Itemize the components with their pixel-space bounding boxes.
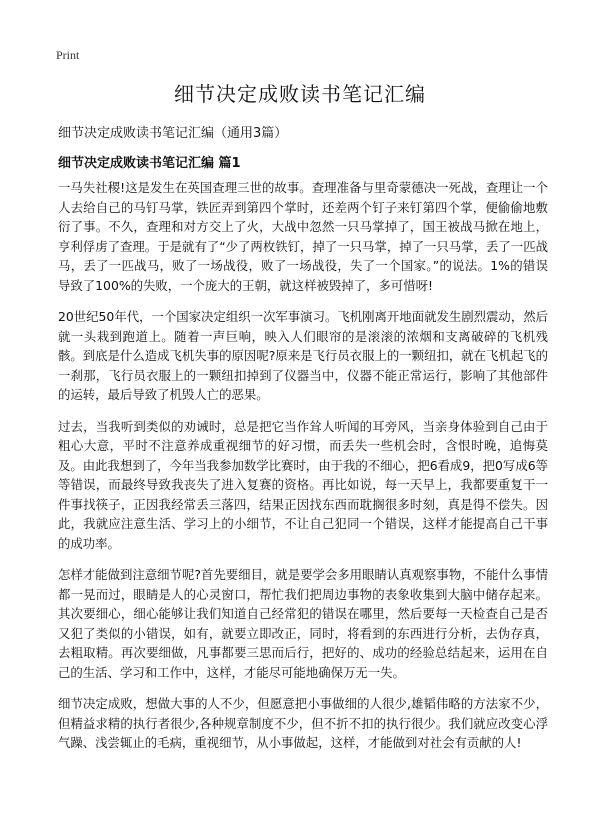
print-link[interactable]: Print — [56, 48, 80, 62]
section-heading: 细节决定成败读书笔记汇编 篇1 — [58, 156, 241, 171]
paragraph: 20世纪50年代，一个国家决定组织一次军事演习。飞机刚离开地面就发生剧烈震动，然后就一头栽到跑道上。随着一声巨响，映入人们眼帘的是滚滚的浓烟和支离破碎的飞机残骸。到底是什么造成飞机失事的原因呢?原来是飞行员衣服上的一颗纽扣，就在飞机起飞的一刹那，飞行员衣服上的一颗纽扣掉到了仪器当中，仪器不能正常运行，影响了其他部件的运转，最后导致了机毁人亡的恶果。 — [58, 309, 548, 402]
document-subtitle: 细节决定成败读书笔记汇编（通用3篇） — [58, 126, 288, 141]
paragraph: 过去，当我听到类似的劝诫时，总是把它当作耸人听闻的耳旁风，当亲身体验到自己由于粗心大意，平时不注意养成重视细节的好习惯，而丢失一些机会时，含恨时晚，追悔莫及。由此我想到了，今年当我参加数学比赛时，由于我的不细心，把6看成9，把0写成6等等错误，而最终导致我丧失了进入复赛的资格。再比如说，每一天早上，我都要重复干一件事找筷子，正因我经常丢三落四，结果正因找东西而耽搁很多时刻，真是得不偿失。因此，我就应注意生活、学习上的小细节，不让自己犯同一个错误，这样才能提高自己干事的成功率。 — [58, 418, 548, 551]
article-body — [58, 178, 548, 765]
page-title: 细节决定成败读书笔记汇编 — [174, 82, 426, 106]
paragraph: 怎样才能做到注意细节呢?首先要细目，就是要学会多用眼睛认真观察事物，不能什么事情都一晃而过，眼睛是人的心灵窗口，帮忙我们把周边事物的表象收集到大脑中储存起来。其次要细心，细心能够让我们知道自己经常犯的错误在哪里，然后要每一天检查自己是否又犯了类似的小错误，如有，就要立即改正，同时，将看到的东西进行分析，去伪存真，去粗取精。再次要细做，凡事都要三思而后行，把好的、成功的经验总结起来，运用在自己的生活、学习和工作中，这样，才能尽可能地确保万无一失。 — [58, 567, 548, 680]
paragraph: 细节决定成败，想做大事的人不少，但愿意把小事做细的人很少,雄韬伟略的方法家不少，但精益求精的执行者很少,各种规章制度不少，但不折不扣的执行很少。我们就应改变心浮气躁、浅尝辄止的毛病，重视细节，从小事做起，这样，才能做到对社会有贡献的人! — [58, 696, 548, 750]
paragraph: 一马失社稷!这是发生在英国查理三世的故事。查理准备与里奇蒙德决一死战，查理让一个人去给自己的马钉马掌，铁匠弄到第四个掌时，还差两个钉子来钉第四个掌，便偷偷地敷衍了事。不久，查理和对方交上了火，大战中忽然一只马掌掉了，国王被战马掀在地上，亨利俘虏了查理。于是就有了“少了两枚铁钉，掉了一只马掌，掉了一只马掌，丢了一匹战马，丢了一匹战马，败了一场战役，败了一场战役，失了一个国家。”的说法。1%的错误导致了100%的失败，一个庞大的王朝，就这样被毁掉了，多可惜呀! — [58, 180, 548, 293]
